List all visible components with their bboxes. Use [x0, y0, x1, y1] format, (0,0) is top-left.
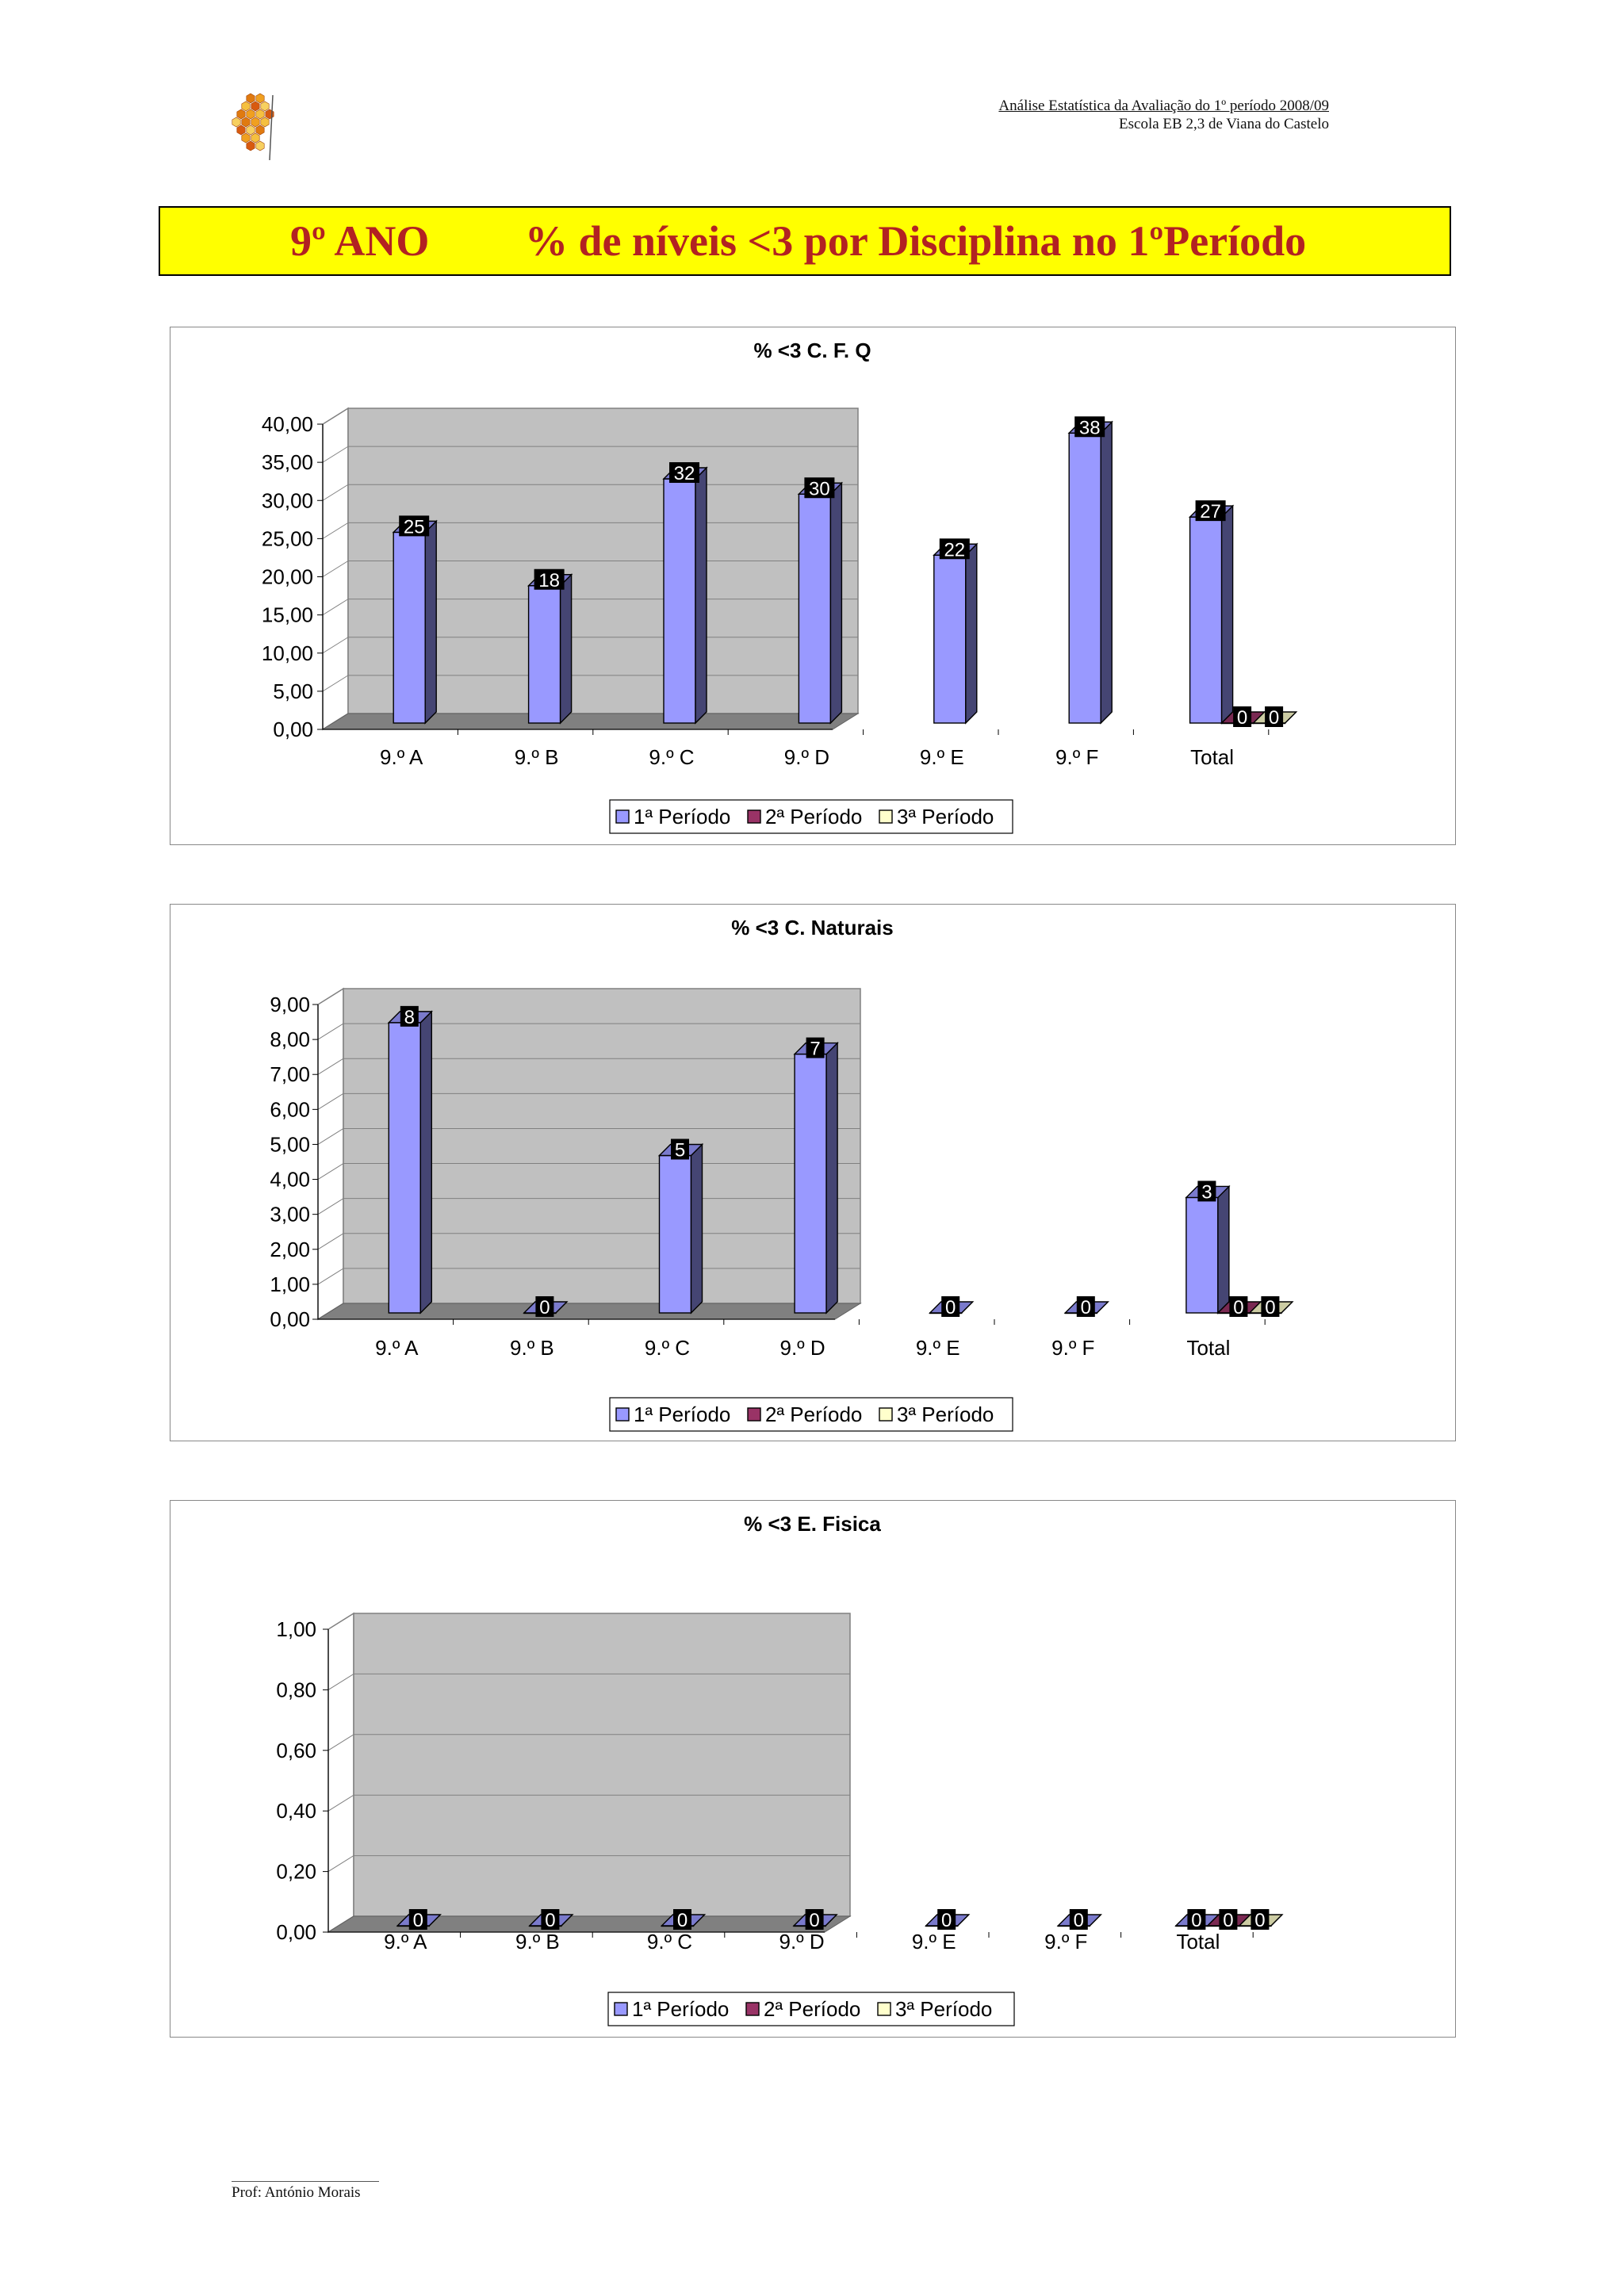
logo-hex-cell — [247, 109, 255, 119]
x-category-label: 9.º E — [911, 1930, 956, 1954]
x-category-label: 9.º A — [375, 1336, 419, 1360]
legend-swatch-3 — [879, 810, 892, 823]
data-label: 0 — [412, 1910, 423, 1931]
y-tick-label: 7,00 — [270, 1062, 310, 1087]
y-tick-label: 10,00 — [261, 641, 313, 665]
chart-cfq — [170, 327, 1456, 845]
legend-swatch-2 — [748, 1408, 760, 1421]
footer-author: Prof: António Morais — [232, 2184, 361, 2201]
logo-hex-cell — [237, 125, 245, 135]
x-category-label: 9.º C — [649, 745, 695, 769]
y-tick-label: 2,00 — [270, 1237, 310, 1261]
data-label: 27 — [1200, 501, 1221, 523]
x-category-label: 9.º A — [380, 745, 423, 769]
legend-swatch-1 — [616, 1408, 629, 1421]
data-label: 5 — [674, 1139, 686, 1161]
chart-efisica — [170, 1500, 1456, 2038]
data-label: 0 — [945, 1297, 956, 1318]
y-tick-label: 9,00 — [270, 993, 310, 1016]
x-category-label: 9.º E — [915, 1336, 960, 1360]
legend-label: 3ª Período — [897, 805, 994, 828]
legend-label: 2ª Período — [765, 805, 863, 828]
y-tick-label: 4,00 — [270, 1167, 310, 1192]
data-label: 25 — [403, 516, 425, 538]
x-category-label: 9.º D — [783, 745, 829, 769]
y-tick-label: 0,00 — [270, 1307, 310, 1331]
bar-front-1 — [393, 532, 425, 723]
footer-rule — [232, 2181, 379, 2182]
logo-hex-cell — [247, 94, 255, 103]
chart-cfq-svg — [170, 327, 1454, 844]
x-category-label: 9.º C — [646, 1930, 693, 1954]
y-tick-label: 35,00 — [261, 450, 313, 475]
y-tick-label: 5,00 — [270, 1132, 310, 1157]
data-label: 0 — [1233, 1297, 1244, 1318]
data-label: 0 — [1223, 1910, 1234, 1931]
logo-hex-cell — [256, 94, 264, 103]
chart-title: % <3 C. Naturais — [731, 916, 894, 939]
legend-label: 3ª Período — [895, 1997, 993, 2021]
data-label: 3 — [1201, 1181, 1212, 1203]
school-logo — [227, 89, 290, 168]
bar-side-1 — [695, 468, 707, 723]
x-category-label: Total — [1190, 745, 1235, 769]
logo-hex-cell — [251, 117, 259, 127]
banner-title: % de níveis <3 por Disciplina no 1ºPeríodo — [525, 217, 1307, 265]
legend-swatch-1 — [616, 810, 629, 823]
y-tick-label: 0,80 — [276, 1678, 316, 1702]
data-label: 0 — [676, 1910, 688, 1931]
y-tick-label: 0,00 — [273, 718, 313, 741]
data-label: 0 — [539, 1297, 550, 1318]
logo-hex-cell — [251, 133, 259, 143]
x-category-label: 9.º D — [779, 1336, 825, 1360]
logo-stem — [270, 95, 273, 160]
x-category-label: 9.º B — [514, 745, 559, 769]
document-header — [998, 97, 1329, 133]
logo-hex-cell — [232, 117, 240, 127]
logo-hex-cell — [242, 133, 250, 143]
bar-front-1 — [795, 1054, 826, 1313]
x-category-label: 9.º B — [515, 1930, 560, 1954]
x-category-label: 9.º F — [1051, 1336, 1095, 1360]
bar-front-1 — [660, 1156, 691, 1314]
bar-side-1 — [1222, 506, 1233, 723]
bar-front-1 — [529, 586, 561, 723]
bar-front-1 — [1190, 517, 1222, 723]
x-category-label: 9.º F — [1055, 745, 1099, 769]
legend-label: 2ª Período — [765, 1402, 863, 1426]
x-category-label: 9.º D — [779, 1930, 825, 1954]
bar-front-1 — [1186, 1197, 1218, 1313]
y-tick-label: 0,40 — [276, 1799, 316, 1823]
bar-side-1 — [830, 483, 841, 723]
header-line-2: Escola EB 2,3 de Viana do Castelo — [1119, 116, 1329, 132]
y-tick-label: 1,00 — [276, 1617, 316, 1641]
data-label: 0 — [545, 1910, 556, 1931]
chart-title: % <3 E. Fisica — [744, 1512, 881, 1536]
data-label: 18 — [538, 569, 560, 591]
bar-front-1 — [934, 555, 966, 723]
y-tick-label: 0,00 — [276, 1920, 316, 1944]
legend-label: 1ª Período — [632, 1997, 730, 2021]
data-label: 32 — [673, 463, 695, 484]
chart-side-wall — [318, 989, 343, 1319]
legend-label: 1ª Período — [634, 1402, 731, 1426]
title-banner — [159, 206, 1451, 276]
bar-side-1 — [420, 1012, 431, 1313]
bar-side-1 — [425, 521, 436, 723]
x-category-label: Total — [1186, 1336, 1231, 1360]
x-category-label: 9.º F — [1044, 1930, 1088, 1954]
y-tick-label: 25,00 — [261, 526, 313, 551]
logo-hex-cell — [261, 101, 269, 111]
bar-front-1 — [799, 494, 830, 723]
data-label: 0 — [809, 1910, 820, 1931]
bar-front-1 — [664, 479, 695, 723]
data-label: 0 — [1080, 1297, 1091, 1318]
data-label: 0 — [941, 1910, 952, 1931]
data-label: 0 — [1254, 1910, 1266, 1931]
legend-swatch-3 — [879, 1408, 892, 1421]
x-category-label: 9.º A — [384, 1930, 427, 1954]
data-label: 22 — [944, 539, 966, 561]
x-category-label: 9.º E — [919, 745, 964, 769]
chart-title: % <3 C. F. Q — [753, 339, 871, 362]
legend-swatch-2 — [746, 2003, 759, 2015]
logo-hex-cell — [247, 125, 255, 135]
data-label: 0 — [1073, 1910, 1084, 1931]
data-label: 0 — [1191, 1910, 1202, 1931]
legend-swatch-2 — [748, 810, 760, 823]
data-label: 8 — [404, 1006, 415, 1028]
legend-label: 2ª Período — [764, 1997, 861, 2021]
logo-hex-cell — [237, 109, 245, 119]
logo-hex-cell — [256, 141, 264, 151]
legend-swatch-1 — [615, 2003, 627, 2015]
data-label: 0 — [1236, 707, 1248, 729]
bar-side-1 — [826, 1043, 837, 1313]
data-label: 0 — [1265, 1297, 1276, 1318]
legend-label: 1ª Período — [634, 805, 731, 828]
y-tick-label: 15,00 — [261, 603, 313, 627]
x-category-label: Total — [1176, 1930, 1220, 1954]
x-category-label: 9.º C — [644, 1336, 691, 1360]
y-tick-label: 30,00 — [261, 488, 313, 513]
data-label: 0 — [1268, 707, 1280, 729]
y-tick-label: 3,00 — [270, 1202, 310, 1226]
bar-front-1 — [389, 1023, 420, 1313]
bar-side-1 — [1218, 1186, 1229, 1313]
logo-hex-cell — [261, 117, 269, 127]
x-category-label: 9.º B — [510, 1336, 554, 1360]
chart-cnaturais-svg — [170, 905, 1454, 1440]
y-tick-label: 5,00 — [273, 679, 313, 703]
bar-side-1 — [966, 544, 977, 723]
logo-hex-cell — [247, 141, 255, 151]
bar-side-1 — [1101, 422, 1112, 723]
legend-swatch-3 — [878, 2003, 891, 2015]
data-label: 30 — [809, 478, 830, 500]
header-line-1: Análise Estatística da Avaliação do 1º período 2008/09 — [998, 98, 1329, 114]
data-label: 38 — [1078, 417, 1101, 439]
legend-label: 3ª Período — [897, 1402, 994, 1426]
banner-year: 9º ANO — [290, 217, 430, 265]
logo-hex-cell — [242, 101, 250, 111]
logo-hex-cell — [256, 109, 264, 119]
y-tick-label: 40,00 — [261, 412, 313, 436]
y-tick-label: 6,00 — [270, 1097, 310, 1122]
logo-hex-cell — [242, 117, 250, 127]
honeycomb-logo-icon — [227, 89, 290, 168]
y-tick-label: 1,00 — [270, 1272, 310, 1296]
y-tick-label: 0,20 — [276, 1859, 316, 1884]
y-tick-label: 20,00 — [261, 564, 313, 589]
logo-hex-cell — [256, 125, 264, 135]
bar-front-1 — [1069, 433, 1101, 723]
logo-hex-cell — [251, 101, 259, 111]
bar-side-1 — [561, 575, 572, 723]
data-label: 7 — [810, 1038, 821, 1060]
y-tick-label: 0,60 — [276, 1738, 316, 1762]
y-tick-label: 8,00 — [270, 1027, 310, 1052]
chart-side-wall — [328, 1613, 354, 1932]
chart-back-wall — [354, 1613, 850, 1916]
chart-cnaturais — [170, 904, 1456, 1441]
chart-efisica-svg — [170, 1501, 1454, 2036]
bar-side-1 — [691, 1145, 703, 1314]
